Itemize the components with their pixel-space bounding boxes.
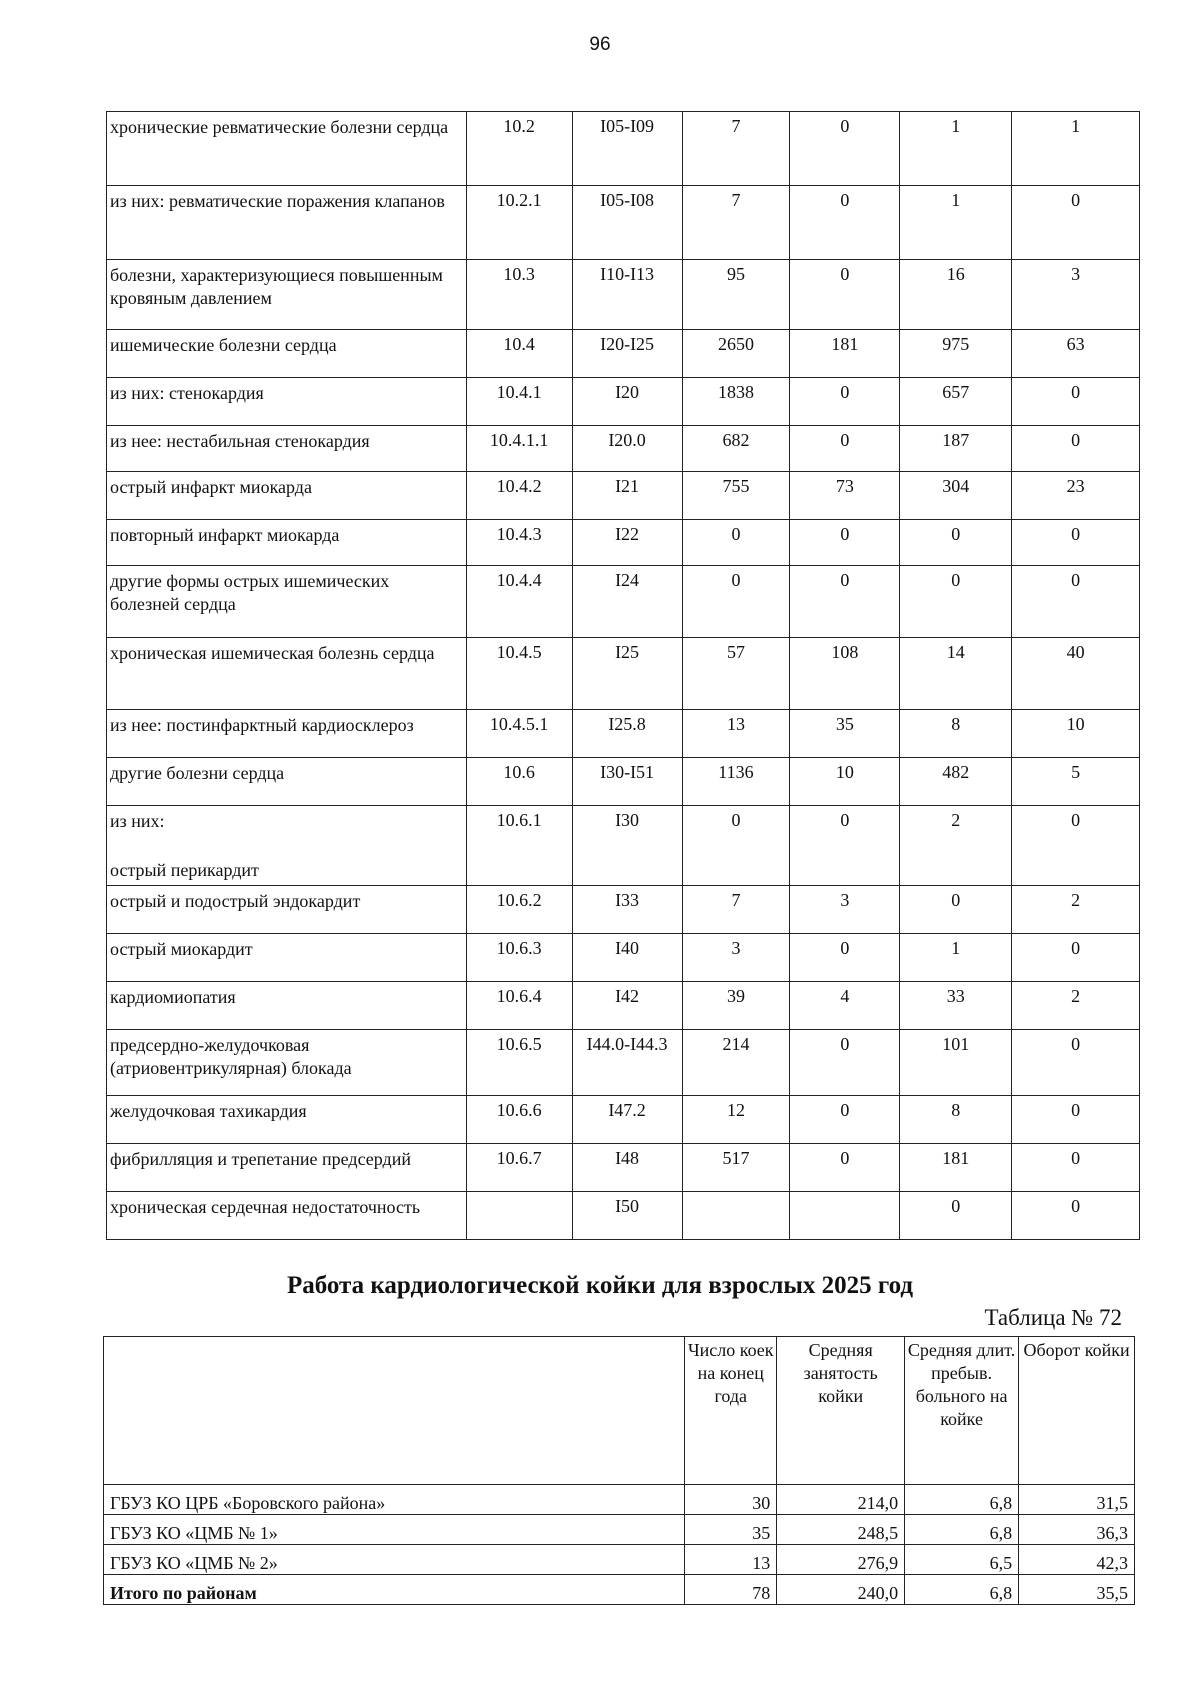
bed-turnover: 36,3 [1019, 1515, 1135, 1545]
value-3: 482 [900, 758, 1012, 806]
value-1: 7 [682, 112, 790, 186]
institution-name: ГБУЗ КО «ЦМБ № 1» [104, 1515, 685, 1545]
value-2: 0 [790, 112, 900, 186]
value-1: 95 [682, 260, 790, 330]
value-4: 0 [1012, 426, 1140, 472]
row-name: хроническая ишемическая болезнь сердца [107, 638, 467, 710]
row-number: 10.4.4 [466, 566, 572, 638]
value-1: 0 [682, 520, 790, 566]
institution-name: ГБУЗ КО «ЦМБ № 2» [104, 1545, 685, 1575]
table-row [107, 520, 1140, 566]
bed-occupancy: 240,0 [777, 1575, 905, 1605]
icd-code: I05-I08 [572, 186, 682, 260]
row-name: из них: ревматические поражения клапанов [107, 186, 467, 260]
value-4: 2 [1012, 886, 1140, 934]
icd-code: I25.8 [572, 710, 682, 758]
row-number: 10.6.7 [466, 1144, 572, 1192]
table-row [104, 1545, 1135, 1575]
icd-code: I44.0-I44.3 [572, 1030, 682, 1096]
row-number: 10.2 [466, 112, 572, 186]
value-3: 33 [900, 982, 1012, 1030]
icd-code: I47.2 [572, 1096, 682, 1144]
value-3: 1 [900, 186, 1012, 260]
value-1: 39 [682, 982, 790, 1030]
header-avg-stay: Средняя длит. пребыв. больного на койке [905, 1337, 1019, 1485]
table-row [104, 1575, 1135, 1605]
value-3: 101 [900, 1030, 1012, 1096]
value-2: 0 [790, 1144, 900, 1192]
icd-code: I24 [572, 566, 682, 638]
row-name: желудочковая тахикардия [107, 1096, 467, 1144]
row-name: фибрилляция и трепетание предсердий [107, 1144, 467, 1192]
header-beds: Число коек на конец года [685, 1337, 777, 1485]
row-number: 10.4.1 [466, 378, 572, 426]
icd-code: I20-I25 [572, 330, 682, 378]
value-3: 0 [900, 520, 1012, 566]
value-3: 181 [900, 1144, 1012, 1192]
value-2: 0 [790, 934, 900, 982]
value-2: 10 [790, 758, 900, 806]
value-1: 57 [682, 638, 790, 710]
value-2: 0 [790, 1096, 900, 1144]
table-row [107, 1192, 1140, 1240]
table-row [107, 260, 1140, 330]
value-4: 63 [1012, 330, 1140, 378]
value-3: 0 [900, 566, 1012, 638]
bed-work-table [103, 1336, 1135, 1605]
value-2: 0 [790, 1030, 900, 1096]
row-number [466, 1192, 572, 1240]
row-name: из нее: нестабильная стенокардия [107, 426, 467, 472]
row-number: 10.4 [466, 330, 572, 378]
value-2: 0 [790, 566, 900, 638]
row-number: 10.4.2 [466, 472, 572, 520]
row-number: 10.2.1 [466, 186, 572, 260]
bed-occupancy: 214,0 [777, 1485, 905, 1515]
row-name: острый инфаркт миокарда [107, 472, 467, 520]
table-row [107, 1096, 1140, 1144]
row-number: 10.6.2 [466, 886, 572, 934]
icd-code: I25 [572, 638, 682, 710]
row-name: острый миокардит [107, 934, 467, 982]
icd-code: I05-I09 [572, 112, 682, 186]
table-row [107, 566, 1140, 638]
icd-code: I21 [572, 472, 682, 520]
bed-turnover: 35,5 [1019, 1575, 1135, 1605]
value-2: 0 [790, 260, 900, 330]
value-3: 0 [900, 886, 1012, 934]
row-number: 10.4.5.1 [466, 710, 572, 758]
bed-turnover: 31,5 [1019, 1485, 1135, 1515]
row-number: 10.6.6 [466, 1096, 572, 1144]
header-turnover: Оборот койки [1019, 1337, 1135, 1485]
row-name: повторный инфаркт миокарда [107, 520, 467, 566]
value-1: 0 [682, 806, 790, 886]
value-4: 2 [1012, 982, 1140, 1030]
value-3: 0 [900, 1192, 1012, 1240]
value-3: 187 [900, 426, 1012, 472]
value-3: 304 [900, 472, 1012, 520]
value-2: 0 [790, 426, 900, 472]
row-name: хроническая сердечная недостаточность [107, 1192, 467, 1240]
header-occupancy: Средняя занятость койки [777, 1337, 905, 1485]
beds-count: 13 [685, 1545, 777, 1575]
header-institution [104, 1337, 685, 1485]
table-row [107, 186, 1140, 260]
row-name: из нее: постинфарктный кардиосклероз [107, 710, 467, 758]
value-1: 12 [682, 1096, 790, 1144]
icd-code: I30 [572, 806, 682, 886]
value-4: 0 [1012, 1192, 1140, 1240]
icd-code: I50 [572, 1192, 682, 1240]
value-1: 7 [682, 186, 790, 260]
table-row [107, 426, 1140, 472]
beds-count: 30 [685, 1485, 777, 1515]
row-name-line-1: из них: [110, 811, 165, 831]
value-1: 7 [682, 886, 790, 934]
value-4: 0 [1012, 566, 1140, 638]
average-stay: 6,8 [905, 1515, 1019, 1545]
bed-turnover: 42,3 [1019, 1545, 1135, 1575]
table-row [107, 934, 1140, 982]
table-row [107, 472, 1140, 520]
value-1: 0 [682, 566, 790, 638]
table-row [107, 982, 1140, 1030]
value-4: 40 [1012, 638, 1140, 710]
value-3: 8 [900, 1096, 1012, 1144]
value-2: 0 [790, 378, 900, 426]
value-1: 517 [682, 1144, 790, 1192]
row-name: из них: стенокардия [107, 378, 467, 426]
icd-code: I40 [572, 934, 682, 982]
beds-count: 78 [685, 1575, 777, 1605]
value-4: 1 [1012, 112, 1140, 186]
value-1: 2650 [682, 330, 790, 378]
value-3: 975 [900, 330, 1012, 378]
value-2: 4 [790, 982, 900, 1030]
table-row [107, 758, 1140, 806]
value-2: 108 [790, 638, 900, 710]
row-name [107, 806, 467, 886]
icd-code: I22 [572, 520, 682, 566]
value-1: 214 [682, 1030, 790, 1096]
value-4: 23 [1012, 472, 1140, 520]
table-row [107, 638, 1140, 710]
value-4: 0 [1012, 186, 1140, 260]
row-name: другие болезни сердца [107, 758, 467, 806]
icd-code: I42 [572, 982, 682, 1030]
value-3: 16 [900, 260, 1012, 330]
row-name: ишемические болезни сердца [107, 330, 467, 378]
icd-code: I30-I51 [572, 758, 682, 806]
value-4: 0 [1012, 378, 1140, 426]
value-4: 10 [1012, 710, 1140, 758]
value-2: 3 [790, 886, 900, 934]
value-2: 181 [790, 330, 900, 378]
row-number: 10.4.5 [466, 638, 572, 710]
value-1: 13 [682, 710, 790, 758]
value-1: 3 [682, 934, 790, 982]
value-4: 3 [1012, 260, 1140, 330]
table-row [107, 330, 1140, 378]
value-1: 755 [682, 472, 790, 520]
disease-table [106, 111, 1140, 1240]
institution-name: ГБУЗ КО ЦРБ «Боровского района» [104, 1485, 685, 1515]
value-3: 2 [900, 806, 1012, 886]
table-row [104, 1515, 1135, 1545]
row-name: болезни, характеризующиеся повышенным кровяным давлением [107, 260, 467, 330]
table-header-row [104, 1337, 1135, 1485]
table-row [107, 378, 1140, 426]
table-row [107, 1144, 1140, 1192]
row-name: другие формы острых ишемических болезней сердца [107, 566, 467, 638]
row-number: 10.4.1.1 [466, 426, 572, 472]
row-name: кардиомиопатия [107, 982, 467, 1030]
value-2: 0 [790, 806, 900, 886]
table-row [104, 1485, 1135, 1515]
row-number: 10.6.5 [466, 1030, 572, 1096]
value-4: 0 [1012, 934, 1140, 982]
value-4: 0 [1012, 1096, 1140, 1144]
average-stay: 6,8 [905, 1485, 1019, 1515]
row-number: 10.3 [466, 260, 572, 330]
icd-code: I33 [572, 886, 682, 934]
value-2: 73 [790, 472, 900, 520]
table-row [107, 886, 1140, 934]
beds-count: 35 [685, 1515, 777, 1545]
value-3: 1 [900, 112, 1012, 186]
table-row [107, 710, 1140, 758]
row-number: 10.6 [466, 758, 572, 806]
value-4: 0 [1012, 520, 1140, 566]
icd-code: I20.0 [572, 426, 682, 472]
value-3: 1 [900, 934, 1012, 982]
icd-code: I10-I13 [572, 260, 682, 330]
value-2: 35 [790, 710, 900, 758]
value-4: 5 [1012, 758, 1140, 806]
value-2 [790, 1192, 900, 1240]
table-row [107, 806, 1140, 886]
value-4: 0 [1012, 1030, 1140, 1096]
row-number: 10.4.3 [466, 520, 572, 566]
bed-occupancy: 248,5 [777, 1515, 905, 1545]
value-1: 1136 [682, 758, 790, 806]
icd-code: I20 [572, 378, 682, 426]
average-stay: 6,8 [905, 1575, 1019, 1605]
row-name: предсердно-желудочковая (атриовентрикулярная) блокада [107, 1030, 467, 1096]
row-number: 10.6.1 [466, 806, 572, 886]
row-number: 10.6.4 [466, 982, 572, 1030]
bed-occupancy: 276,9 [777, 1545, 905, 1575]
value-3: 657 [900, 378, 1012, 426]
row-name: хронические ревматические болезни сердца [107, 112, 467, 186]
institution-name: Итого по районам [104, 1575, 685, 1605]
average-stay: 6,5 [905, 1545, 1019, 1575]
row-number: 10.6.3 [466, 934, 572, 982]
value-4: 0 [1012, 1144, 1140, 1192]
table-row [107, 112, 1140, 186]
section-title: Работа кардиологической койки для взрослых 2025 год [286, 1272, 914, 1299]
row-name-line-2: острый перикардит [110, 860, 259, 880]
value-1 [682, 1192, 790, 1240]
row-name: острый и подострый эндокардит [107, 886, 467, 934]
value-3: 14 [900, 638, 1012, 710]
value-2: 0 [790, 186, 900, 260]
table-label: Таблица № 72 [984, 1305, 1122, 1330]
table-row [107, 1030, 1140, 1096]
value-1: 682 [682, 426, 790, 472]
value-1: 1838 [682, 378, 790, 426]
icd-code: I48 [572, 1144, 682, 1192]
page-number: 96 [589, 34, 611, 55]
value-4: 0 [1012, 806, 1140, 886]
value-3: 8 [900, 710, 1012, 758]
value-2: 0 [790, 520, 900, 566]
